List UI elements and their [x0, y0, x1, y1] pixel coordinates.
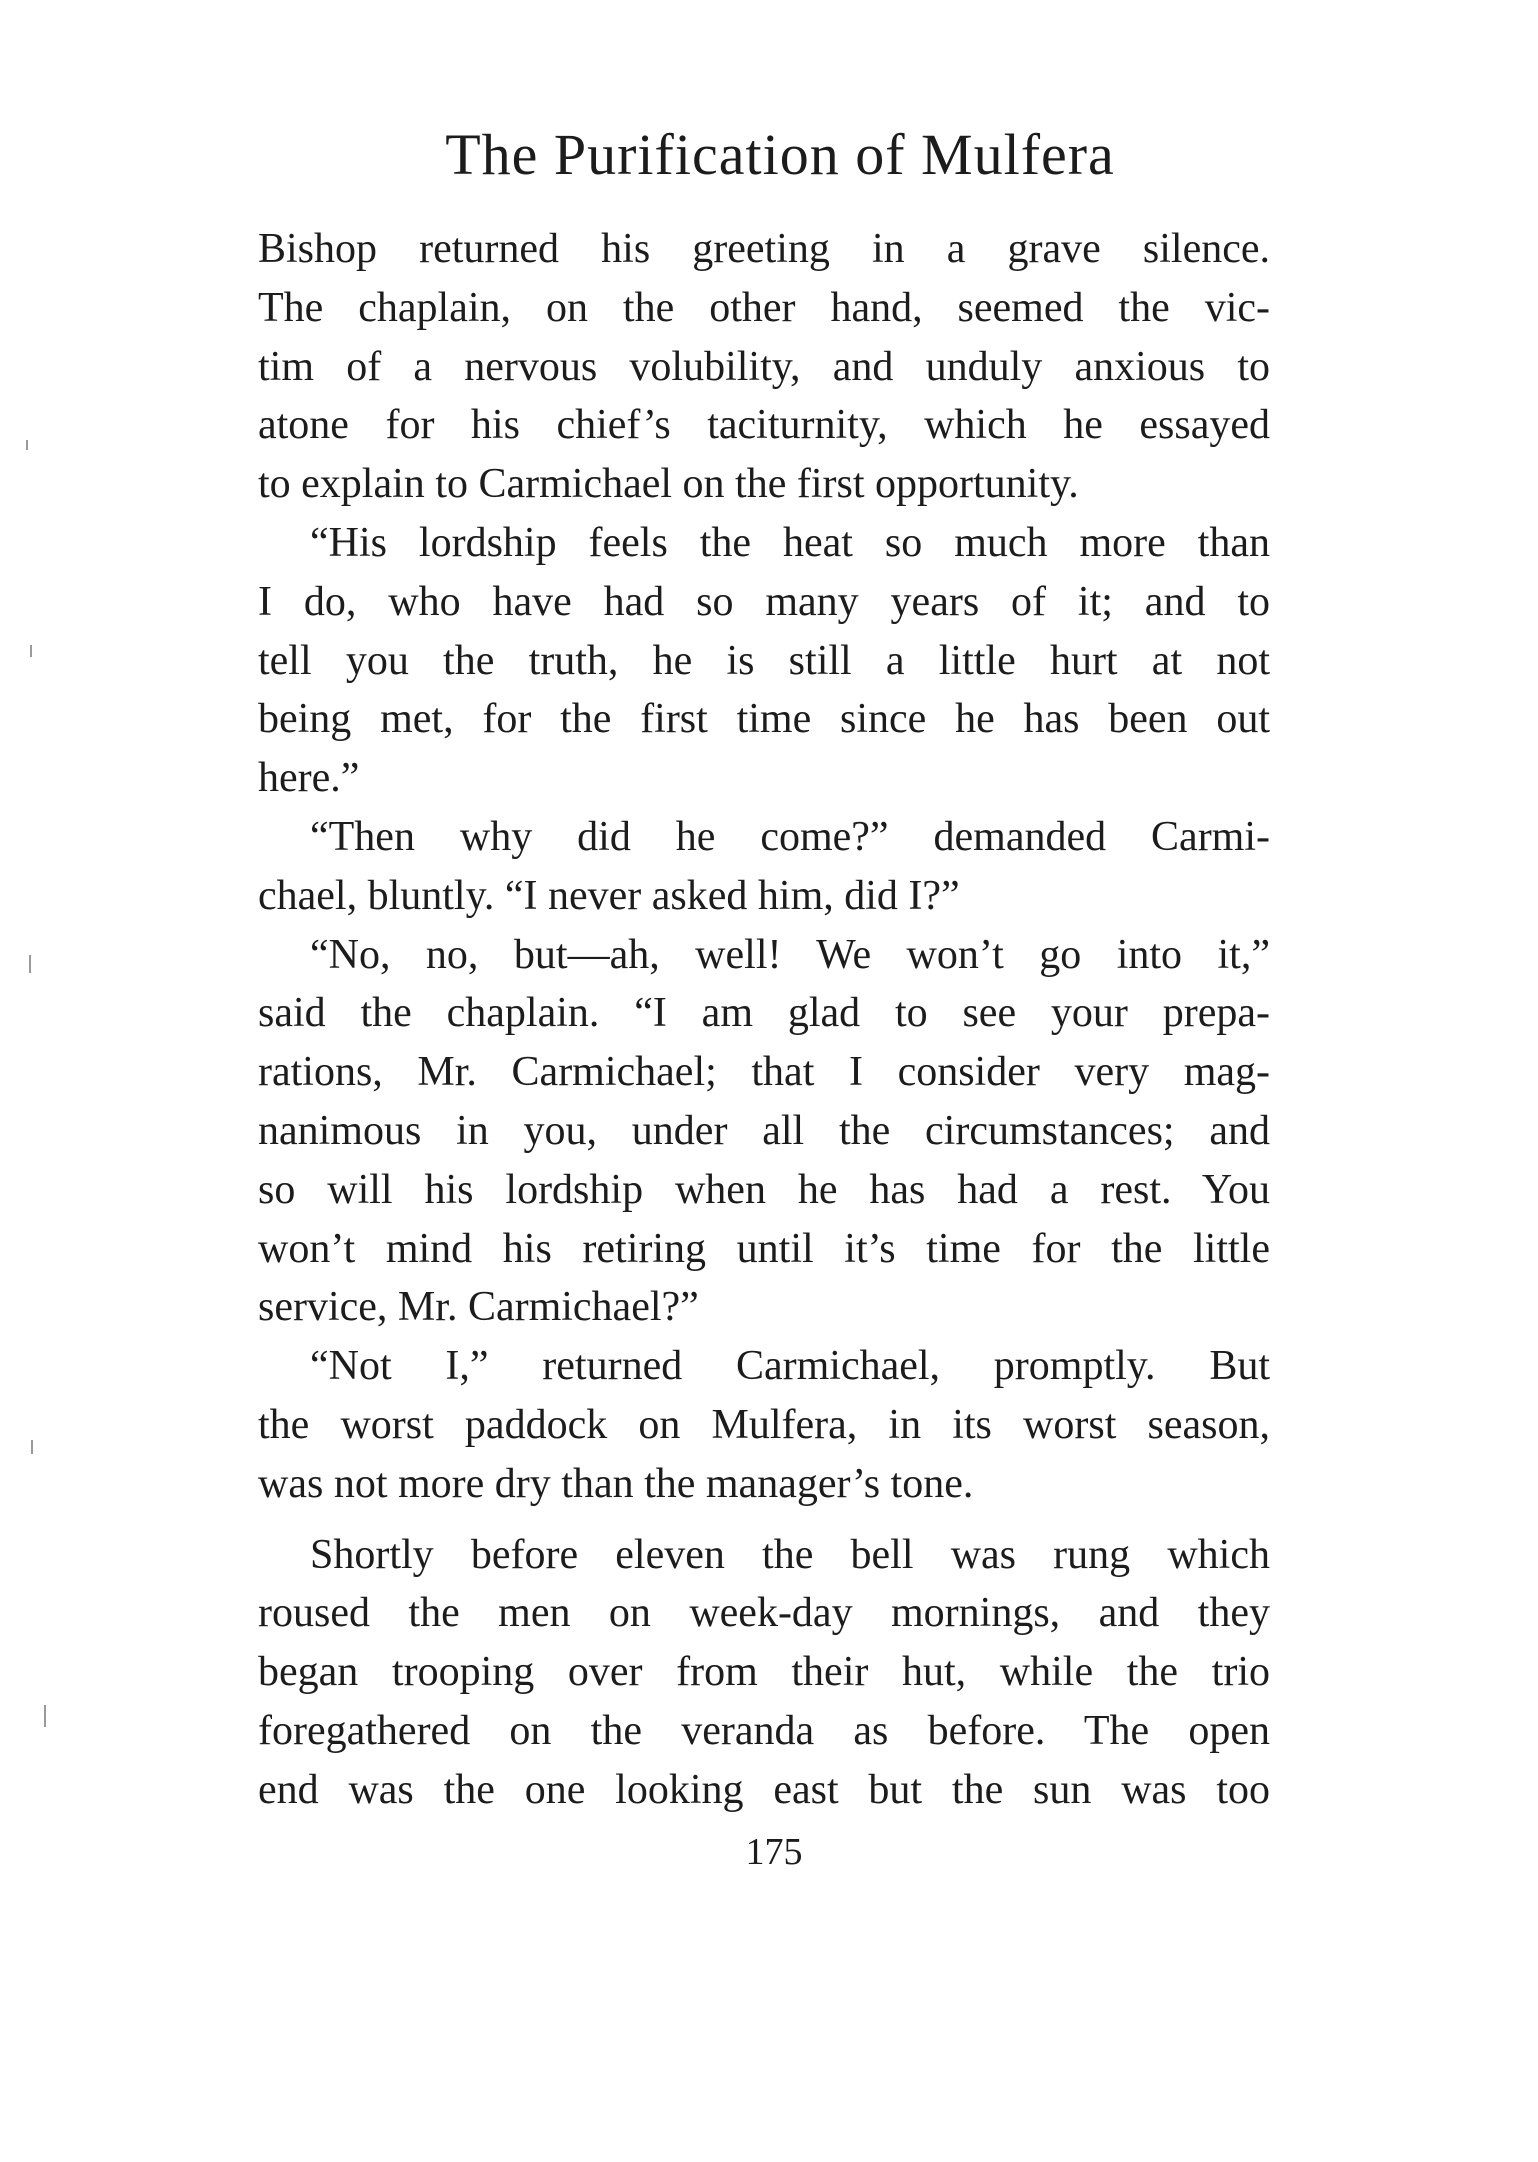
scan-mark: [26, 440, 28, 450]
text-line: roused the men on week-day mornings, and they: [258, 1590, 1270, 1637]
scan-mark: [31, 1440, 33, 1454]
text-line: service, Mr. Carmichael?”: [258, 1284, 699, 1331]
text-line: “Not I,” returned Carmichael, promptly. But: [310, 1343, 1270, 1390]
text-line: rations, Mr. Carmichael; that I consider very mag-: [258, 1049, 1270, 1096]
text-line: here.”: [258, 755, 360, 802]
text-line: chael, bluntly. “I never asked him, did I?”: [258, 872, 960, 919]
running-head: The Purification of Mulfera: [445, 122, 1115, 187]
text-line: won’t mind his retiring until it’s time for the little: [258, 1225, 1270, 1272]
text-line: tell you the truth, he is still a little hurt at not: [258, 637, 1270, 684]
paragraph-gap: [258, 1514, 1270, 1526]
scan-mark: [44, 1705, 46, 1727]
scan-mark: [30, 645, 32, 657]
text-line: atone for his chief’s taciturnity, which he essayed: [258, 402, 1270, 449]
text-line: the worst paddock on Mulfera, in its worst season,: [258, 1401, 1270, 1448]
scan-mark: [29, 955, 31, 973]
text-line: “His lordship feels the heat so much more than: [310, 519, 1270, 566]
text-line: to explain to Carmichael on the first opportunity.: [258, 461, 1079, 508]
text-line: I do, who have had so many years of it; and to: [258, 578, 1270, 625]
text-line: Bishop returned his greeting in a grave silence.: [258, 226, 1270, 272]
text-line: tim of a nervous volubility, and unduly anxious to: [258, 343, 1270, 390]
text-line: being met, for the first time since he has been out: [258, 696, 1270, 743]
text-line: Shortly before eleven the bell was rung which: [310, 1531, 1270, 1578]
text-line: so will his lordship when he has had a rest. You: [258, 1166, 1270, 1213]
text-line: “No, no, but—ah, well! We won’t go into it,”: [310, 931, 1270, 978]
text-line: end was the one looking east but the sun was too: [258, 1766, 1270, 1813]
text-line: The chaplain, on the other hand, seemed the vic-: [258, 284, 1270, 331]
text-line: was not more dry than the manager’s tone.: [258, 1460, 974, 1507]
text-line: began trooping over from their hut, while the trio: [258, 1649, 1270, 1696]
text-line: “Then why did he come?” demanded Carmi-: [310, 813, 1270, 860]
text-line: nanimous in you, under all the circumstances; and: [258, 1107, 1270, 1154]
body-text: [258, 220, 1270, 1820]
text-line: said the chaplain. “I am glad to see your prepa-: [258, 990, 1270, 1037]
page-number: 175: [745, 1831, 803, 1873]
text-line: foregathered on the veranda as before. The open: [258, 1707, 1270, 1754]
